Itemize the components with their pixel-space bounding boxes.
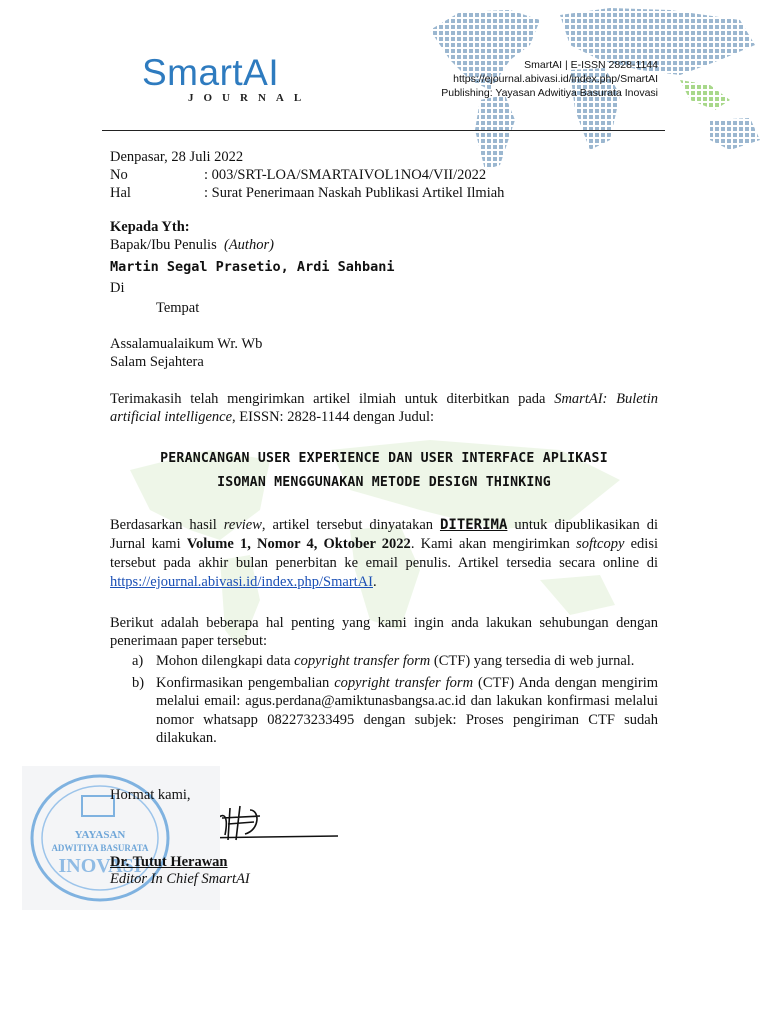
stamp-line-1: YAYASAN — [74, 829, 126, 841]
hal-value: : Surat Penerimaan Naskah Publikasi Artikel Ilmiah — [204, 185, 505, 201]
list-text-a — [156, 652, 658, 671]
signature — [220, 800, 340, 850]
note-a-text-1: Mohon dilengkapi data — [156, 653, 295, 669]
volume-info: Volume 1, Nomor 4, Oktober 2022 — [186, 536, 411, 552]
greeting-line-2: Salam Sejahtera — [110, 354, 204, 370]
journal-logo — [142, 52, 311, 104]
salutation: Bapak/Ibu Penulis — [110, 237, 217, 253]
list-item — [110, 674, 658, 748]
decision-text-a: Berdasarkan hasil — [110, 517, 224, 533]
intro-text-2: , EISSN: 2828-1144 dengan Judul: — [232, 409, 435, 425]
article-title — [100, 447, 668, 495]
softcopy-word: softcopy — [576, 536, 625, 552]
decision-text-e: edisi tersebut pada akhir bulan penerbitan ke email penulis. Artikel tersedia secara online di — [110, 536, 658, 571]
note-b-italic: copyright transfer form — [334, 674, 474, 691]
header-issn: SmartAI | E-ISSN 2828-1144 — [524, 59, 658, 71]
kepada-yth: Kepada Yth: — [110, 219, 190, 235]
note-b-text-2: (CTF) Anda dengan mengirim melalui email: agus.perdana@amiktunasbangsa.ac.id dan lakukan konfirmasi melalui nomor whatsapp 082273233495 dengan subjek: Proses pengiriman CTF sudah dilakukan. — [156, 674, 658, 746]
list-item — [110, 652, 658, 671]
decision-text-f: . — [372, 574, 377, 590]
place-date: Denpasar, 28 Juli 2022 — [110, 149, 244, 165]
list-text-b — [156, 674, 658, 748]
header-publisher: Publishing: Yayasan Adwitiya Basurata Inovasi — [441, 87, 658, 99]
article-title-line-2: ISOMAN MENGGUNAKAN METODE DESIGN THINKING — [217, 475, 551, 490]
status-badge: DITERIMA — [439, 517, 508, 533]
letter-meta — [110, 148, 504, 202]
journal-header-info — [441, 58, 658, 100]
intro-paragraph — [110, 390, 658, 426]
article-title-line-1: PERANCANGAN USER EXPERIENCE DAN USER INTERFACE APLIKASI — [160, 451, 608, 466]
letter-number-row — [110, 166, 504, 184]
logo-subtitle: JOURNAL — [188, 92, 312, 104]
greeting-line-1: Assalamualaikum Wr. Wb — [110, 336, 263, 352]
list-marker-a: a) — [132, 653, 144, 669]
no-value: : 003/SRT-LOA/SMARTAIVOL1NO4/VII/2022 — [204, 167, 487, 183]
logo-title: SmartAI — [142, 52, 280, 93]
decision-text-b: , artikel tersebut dinyatakan — [261, 517, 440, 533]
signatory-role: Editor In Chief SmartAI — [110, 871, 250, 887]
header-divider — [102, 130, 665, 131]
salutation-line — [110, 236, 394, 254]
hal-label: Hal — [110, 185, 131, 201]
no-label: No — [110, 167, 128, 183]
letter-subject-row — [110, 184, 504, 202]
note-a-italic: copyright transfer form — [294, 653, 431, 669]
stamp-line-3: INOVASI — [58, 855, 142, 877]
header-url[interactable]: https://ejournal.abivasi.id/index.php/SmartAI — [453, 73, 658, 85]
decision-text-c: untuk dipublikasikan di Jurnal kami — [110, 517, 658, 552]
review-word: review — [223, 517, 262, 533]
decision-paragraph — [110, 516, 658, 592]
journal-name: SmartAI: Buletin artificial intelligence — [110, 391, 658, 425]
closing-hormat: Hormat kami, — [110, 787, 191, 803]
greeting-block — [110, 335, 262, 371]
di-label: Di — [110, 280, 125, 296]
tempat-label: Tempat — [156, 300, 200, 316]
intro-text-1: Terimakasih telah mengirimkan artikel ilmiah untuk diterbitkan pada — [110, 391, 555, 407]
author-word: (Author) — [223, 237, 274, 253]
note-b-text-1: Konfirmasikan pengembalian — [156, 674, 335, 691]
list-marker-b: b) — [132, 674, 145, 691]
journal-link[interactable]: https://ejournal.abivasi.id/index.php/SmartAI — [110, 574, 373, 590]
stamp-line-2: ADWITIYA BASURATA — [51, 843, 149, 853]
signatory-name: Dr. Tutut Herawan — [110, 854, 228, 870]
note-a-text-2: (CTF) yang tersedia di web jurnal. — [430, 653, 635, 669]
notes-list — [110, 652, 658, 748]
recipient-block — [110, 218, 394, 317]
decision-text-d: . Kami akan mengirimkan — [410, 536, 577, 552]
notes-intro: Berikut adalah beberapa hal penting yang kami ingin anda lakukan sehubungan dengan penerimaan paper tersebut: — [110, 615, 658, 649]
author-names: Martin Segal Prasetio, Ardi Sahbani — [110, 259, 395, 275]
